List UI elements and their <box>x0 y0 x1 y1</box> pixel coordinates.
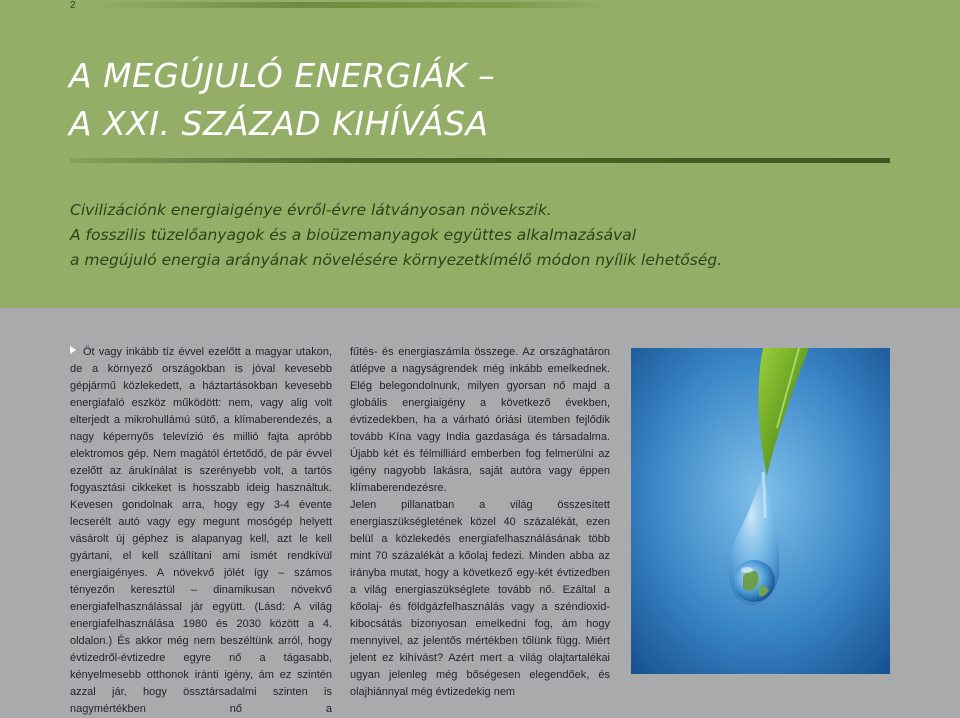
triangle-bullet-icon <box>70 346 76 354</box>
title-line-1: A MEGÚJULÓ ENERGIÁK – <box>69 56 496 95</box>
title-line-2: A XXI. SZÁZAD KIHÍVÁSA <box>69 104 489 143</box>
top-decorative-rule <box>90 2 610 8</box>
column-1-text: Öt vagy inkább tíz évvel ezelőtt a magyar utakon, de a környező országokban is jóval kevesebb gépjármű közlekedett, a háztartásokban kevesebb energiafaló eszköz működött: nem, vagy alig volt elterjedt a mikrohullámú sütő, a klímaberendezés, a nagy képernyős televízió és millió fajta apróbb elektromos gép. Nem magától értetődő, de pár évvel ezelőtt az árukínálat is szerényebb volt, a tartós fogyasztási cikkeket is hosszabb ideig használtuk. Kevesen gondolnak arra, hogy egy 3-4 évente lecserélt autó vagy egy megunt mosógép helyett vásárolt új géphez is alapanyag kell, azt le kell gyártani, el kell szállítani ami ismét rendkívül energiaigényes. A növekvő jólét így – számos tényezőn keresztül – dinamikusan növekvő energiafelhasználással jár együtt. (Lásd: A világ energiafelhasználása 1980 és 2030 között a 4. oldalon.) És akkor még nem beszéltünk arról, hogy évtizedről-évtizedre egyre nő a tágasabb, kényelmesebb otthonok iránti igény, ám ez szintén azzal jár, hogy össztársadalmi szinten is nagymértékben nő a <box>70 346 332 715</box>
page-number: 2 <box>70 0 76 11</box>
water-drop-earth-icon <box>631 348 890 674</box>
body-paragraph: Jelen pillanatban a világ összesített energiaszükségletének közel 40 százalékát, ezen belül a közlekedés energiafelhasználásának több mint 70 százalékát a kőolaj fedezi. Minden abba az irányba mutat, hogy a következő egy-két évtizedben a világ energiaszükséglete tovább nő. Ezáltal a kőolaj- és földgázfelhasználás vagy a széndioxid-kibocsátás bizonyosan emelkedni fog, ám hogy mennyivel, az jelentős mértékben tőlünk függ. Miért jelent ez kihívást? Azért mert a világ olajtartalékai ugyan jelenleg még bőségesen elegendőek, és olajhiánnyal még évtizedekig nem <box>350 499 610 698</box>
header-panel <box>0 0 960 308</box>
title-divider <box>70 158 890 163</box>
water-drop-earth-image <box>631 348 890 674</box>
body-column-2 <box>350 344 610 701</box>
lead-line: Civilizációnk energiaigénye évről-évre látványosan növekszik. <box>70 201 552 219</box>
page-title <box>69 52 495 148</box>
body-paragraph: fűtés- és energiaszámla összege. Az országhatáron átlépve a nagyságrendek még inkább emelkednek. Elég belegondolnunk, milyen gyorsan nő majd a globális energiaigény a következő években, évtizedekben, ha a várható óriási ütemben fejlődik tovább Kína vagy India gazdasága és társadalma. Újabb két és félmilliárd emberben fog felmerülni az igény nagyobb lakásra, saját autóra vagy éppen klímaberendezésre. <box>350 346 610 494</box>
lead-paragraph <box>70 198 722 273</box>
lead-line: a megújuló energia arányának növelésére környezetkímélő módon nyílik lehetőség. <box>70 251 723 269</box>
body-paragraph <box>70 344 332 718</box>
body-column-1 <box>70 344 332 718</box>
lead-line: A fosszilis tüzelőanyagok és a bioüzemanyagok együttes alkalmazásával <box>70 226 637 244</box>
